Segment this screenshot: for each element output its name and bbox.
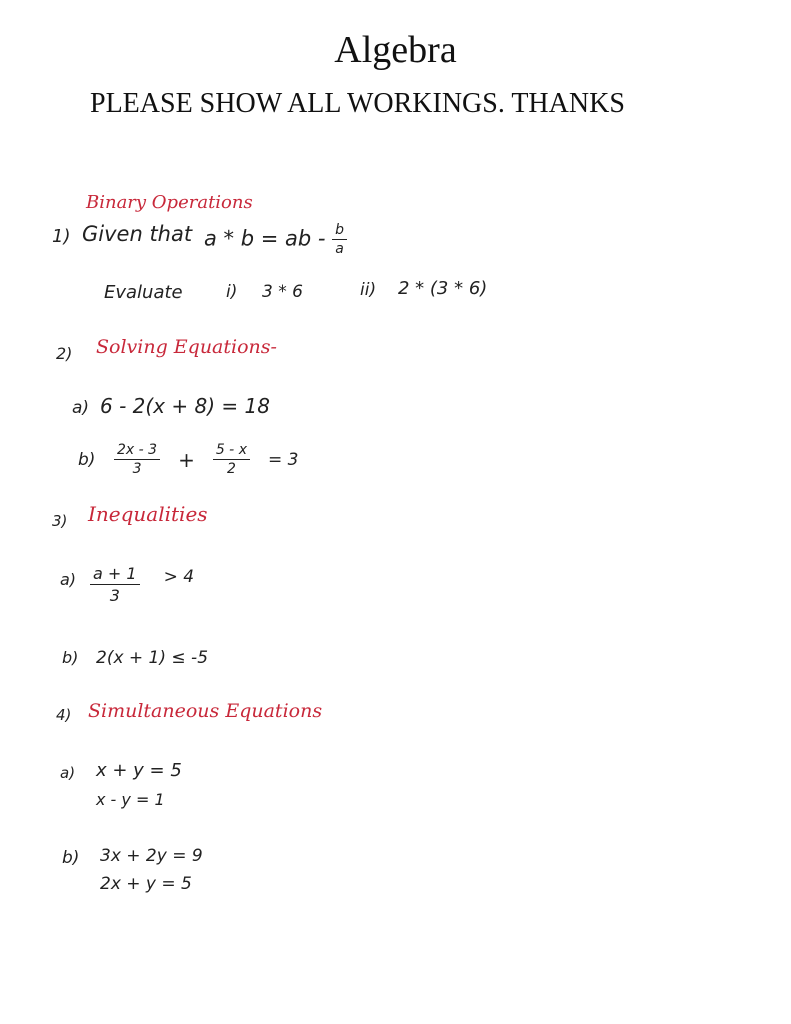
q3-part-b: 2(x + 1) ≤ -5 [96, 648, 209, 668]
q2-right-side: = 3 [267, 449, 299, 470]
q2-part-a: 6 - 2(x + 8) = 18 [100, 394, 270, 418]
q2-fraction-1-denominator: 3 [132, 461, 142, 477]
q4-part-b-label: b) [62, 848, 80, 868]
q2-fraction-1-numerator: 2x - 3 [114, 442, 160, 460]
q1-fraction-denominator: a [335, 241, 344, 257]
q2-plus-sign: + [178, 447, 195, 472]
q4-heading: Simultaneous Equations [88, 700, 323, 722]
page-title: Algebra [334, 29, 457, 71]
q1-given-text: Given that [82, 222, 193, 246]
q1-definition [204, 222, 347, 257]
q1-part-i: 3 * 6 [262, 282, 303, 302]
q1-part-i-label: i) [226, 282, 238, 302]
q1-part-ii-label: ii) [360, 280, 377, 300]
q4-number: 4) [56, 706, 72, 724]
q2-part-b-label: b) [78, 450, 96, 470]
q4-part-a-eq1: x + y = 5 [96, 760, 182, 781]
q2-part-b [114, 442, 298, 477]
q1-heading: Binary Operations [86, 192, 253, 213]
q1-fraction-numerator: b [332, 222, 347, 240]
q3-number: 3) [52, 512, 68, 530]
q1-definition-lhs: a * b = ab - [204, 226, 326, 251]
q2-fraction-2-numerator: 5 - x [213, 442, 250, 460]
q3-fraction-denominator: 3 [109, 586, 120, 605]
q2-fraction-2 [213, 442, 250, 477]
q3-part-a [90, 564, 194, 605]
q3-part-b-label: b) [62, 648, 79, 667]
q2-number: 2) [56, 344, 73, 363]
q3-fraction-numerator: a + 1 [90, 564, 140, 585]
q4-part-a-label: a) [60, 764, 76, 782]
q3-fraction [90, 564, 140, 605]
q2-fraction-1 [114, 442, 160, 477]
page-subtitle: PLEASE SHOW ALL WORKINGS. THANKS [90, 88, 625, 119]
q4-part-b-eq1: 3x + 2y = 9 [100, 846, 203, 866]
q3-part-a-label: a) [60, 570, 77, 589]
q3-part-a-rhs: > 4 [163, 566, 195, 587]
q2-part-a-label: a) [72, 398, 90, 418]
q1-number: 1) [52, 226, 71, 247]
q2-heading: Solving Equations- [96, 336, 277, 358]
q4-part-a-eq2: x - y = 1 [96, 790, 165, 809]
q1-evaluate-text: Evaluate [104, 282, 183, 303]
q4-part-b-eq2: 2x + y = 5 [100, 874, 192, 894]
q3-heading: Inequalities [88, 502, 208, 526]
q2-fraction-2-denominator: 2 [226, 461, 236, 477]
q1-definition-fraction [332, 222, 347, 257]
q1-part-ii: 2 * (3 * 6) [398, 278, 488, 299]
